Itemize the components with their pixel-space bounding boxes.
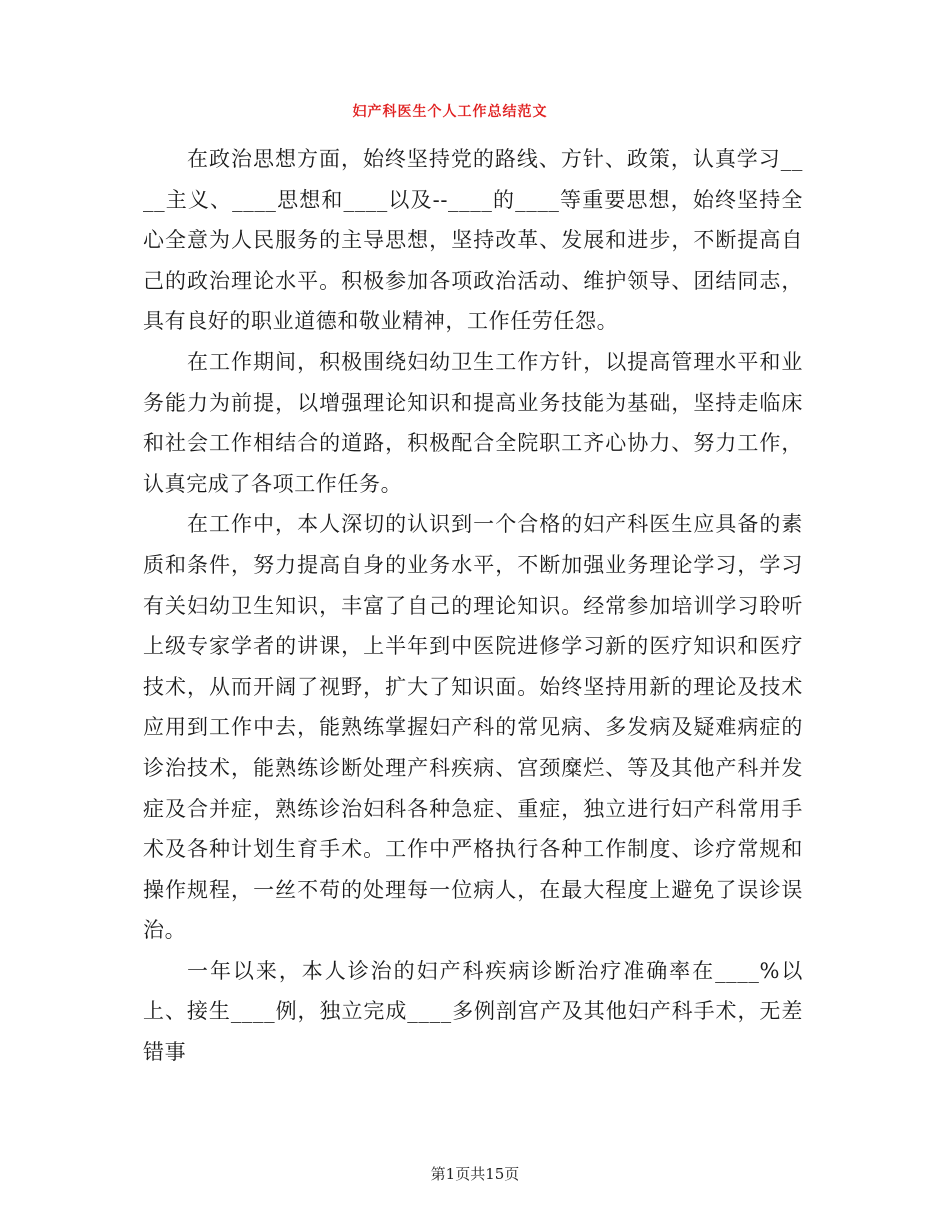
paragraph-political-thought: 在政治思想方面，始终坚持党的路线、方针、政策，认真学习____主义、____思想和____以及--____的____等重要思想，始终坚持全心全意为人民服务的主导思想，坚持改革、发展和进步，不断提高自己的政治理论水平。积极参加各项政治活动、维护领导、团结同志，具有良好的职业道德和敬业精神，工作任劳任怨。 bbox=[143, 147, 803, 334]
document-title: 妇产科医生个人工作总结范文 bbox=[352, 104, 548, 120]
paragraph-work-period: 在工作期间，积极围绕妇幼卫生工作方针，以提高管理水平和业务能力为前提，以增强理论知识和提高业务技能为基础，坚持走临床和社会工作相结合的道路，积极配合全院职工齐心协力、努力工作，认真完成了各项工作任务。 bbox=[143, 349, 803, 496]
page-number: 第1页共15页 bbox=[430, 1165, 520, 1183]
paragraph-year-summary: 一年以来，本人诊治的妇产科疾病诊断治疗准确率在____%以上、接生____例，独立完成____多例剖宫产及其他妇产科手术，无差错事 bbox=[143, 958, 803, 1065]
document-body bbox=[143, 139, 803, 1073]
paragraph-work-skills: 在工作中，本人深切的认识到一个合格的妇产科医生应具备的素质和条件，努力提高自身的业务水平，不断加强业务理论学习，学习有关妇幼卫生知识，丰富了自己的理论知识。经常参加培训学习聆听上级专家学者的讲课，上半年到中医院进修学习新的医疗知识和医疗技术，从而开阔了视野，扩大了知识面。始终坚持用新的理论及技术应用到工作中去，能熟练掌握妇产科的常见病、多发病及疑难病症的诊治技术，能熟练诊断处理产科疾病、宫颈糜烂、等及其他产科并发症及合并症，熟练诊治妇科各种急症、重症，独立进行妇产科常用手术及各种计划生育手术。工作中严格执行各种工作制度、诊疗常规和操作规程，一丝不苟的处理每一位病人，在最大程度上避免了误诊误治。 bbox=[143, 512, 803, 943]
